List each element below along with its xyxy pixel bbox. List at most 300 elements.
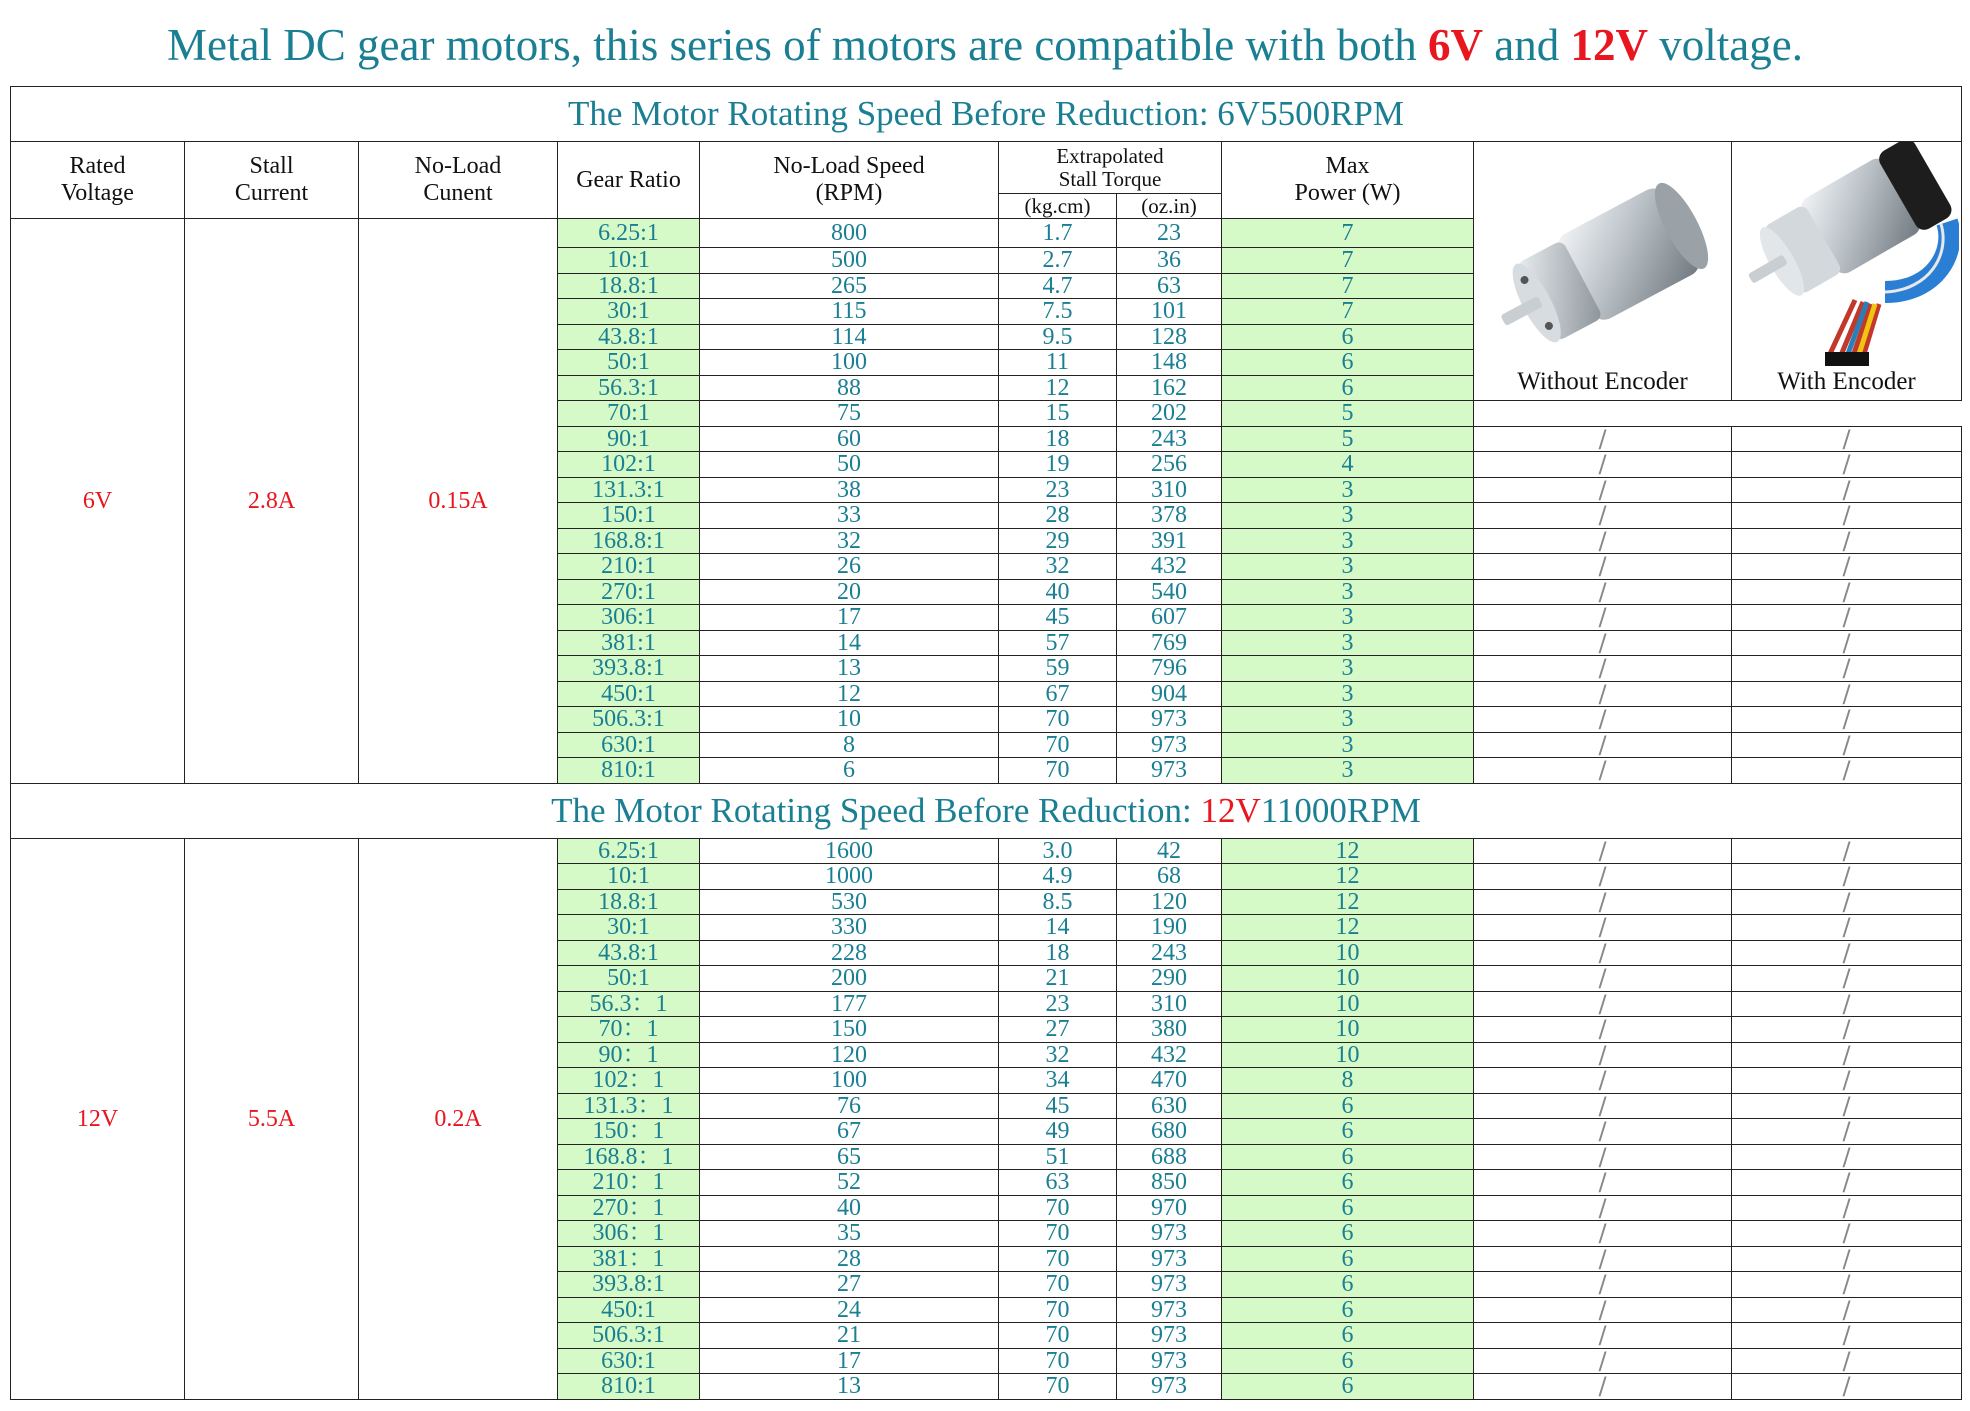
max-power-cell: 7	[1222, 219, 1474, 248]
torque-ozin-cell: 973	[1117, 758, 1222, 784]
gear-ratio-cell: 150：1	[558, 1119, 700, 1145]
no-load-speed-cell: 800	[700, 219, 999, 248]
without-encoder-value: /	[1474, 1246, 1732, 1272]
torque-kgcm-cell: 45	[999, 1093, 1117, 1119]
torque-ozin-cell: 688	[1117, 1144, 1222, 1170]
no-load-speed-cell: 67	[700, 1119, 999, 1145]
gear-ratio-cell: 10:1	[558, 864, 700, 890]
max-power-cell: 7	[1222, 248, 1474, 274]
torque-kgcm-cell: 14	[999, 915, 1117, 941]
torque-kgcm-cell: 49	[999, 1119, 1117, 1145]
max-power-cell: 6	[1222, 1272, 1474, 1298]
max-power-cell: 4	[1222, 452, 1474, 478]
no-load-speed-cell: 1000	[700, 864, 999, 890]
torque-kgcm-cell: 70	[999, 1246, 1117, 1272]
no-load-speed-cell: 21	[700, 1323, 999, 1349]
max-power-cell: 12	[1222, 838, 1474, 864]
with-encoder-label: With Encoder	[1777, 368, 1916, 395]
torque-ozin-cell: 68	[1117, 864, 1222, 890]
gear-ratio-cell: 210：1	[558, 1170, 700, 1196]
section-title-rpm: 5500RPM	[1260, 94, 1405, 133]
torque-kgcm-cell: 70	[999, 758, 1117, 784]
no-load-speed-cell: 150	[700, 1017, 999, 1043]
gear-ratio-cell: 168.8:1	[558, 528, 700, 554]
torque-kgcm-cell: 70	[999, 1221, 1117, 1247]
header-gear-ratio: Gear Ratio	[558, 142, 700, 219]
motor-without-encoder-image	[1485, 172, 1721, 368]
section-title-text: The Motor Rotating Speed Before Reduction:	[567, 94, 1218, 133]
max-power-cell: 3	[1222, 630, 1474, 656]
torque-kgcm-cell: 21	[999, 966, 1117, 992]
without-encoder-value: /	[1474, 758, 1732, 784]
no-load-speed-cell: 10	[700, 707, 999, 733]
with-encoder-value: /	[1732, 889, 1962, 915]
with-encoder-value: /	[1732, 579, 1962, 605]
torque-kgcm-cell: 15	[999, 401, 1117, 427]
no-load-speed-cell: 52	[700, 1170, 999, 1196]
max-power-cell: 6	[1222, 1374, 1474, 1400]
gear-ratio-cell: 70：1	[558, 1017, 700, 1043]
max-power-cell: 6	[1222, 1221, 1474, 1247]
with-encoder-cell	[1732, 142, 1962, 401]
torque-kgcm-cell: 70	[999, 707, 1117, 733]
without-encoder-value: /	[1474, 579, 1732, 605]
gear-ratio-cell: 506.3:1	[558, 707, 700, 733]
gear-ratio-cell: 90：1	[558, 1042, 700, 1068]
no-load-speed-cell: 330	[700, 915, 999, 941]
max-power-cell: 3	[1222, 605, 1474, 631]
max-power-cell: 12	[1222, 864, 1474, 890]
without-encoder-value: /	[1474, 991, 1732, 1017]
torque-kgcm-cell: 8.5	[999, 889, 1117, 915]
torque-ozin-cell: 796	[1117, 656, 1222, 682]
without-encoder-value: /	[1474, 656, 1732, 682]
torque-ozin-cell: 973	[1117, 1323, 1222, 1349]
torque-kgcm-cell: 70	[999, 1195, 1117, 1221]
header-stall-torque: Extrapolated Stall Torque	[999, 142, 1222, 194]
with-encoder-value: /	[1732, 1093, 1962, 1119]
no-load-speed-cell: 200	[700, 966, 999, 992]
gear-ratio-cell: 90:1	[558, 426, 700, 452]
without-encoder-value: /	[1474, 1119, 1732, 1145]
gear-ratio-cell: 6.25:1	[558, 219, 700, 248]
gear-ratio-cell: 810:1	[558, 1374, 700, 1400]
without-encoder-value: /	[1474, 1068, 1732, 1094]
torque-kgcm-cell: 70	[999, 1297, 1117, 1323]
torque-ozin-cell: 378	[1117, 503, 1222, 529]
torque-ozin-cell: 63	[1117, 273, 1222, 299]
torque-ozin-cell: 380	[1117, 1017, 1222, 1043]
torque-ozin-cell: 973	[1117, 1221, 1222, 1247]
no-load-speed-cell: 20	[700, 579, 999, 605]
gear-ratio-cell: 630:1	[558, 1348, 700, 1374]
torque-kgcm-cell: 18	[999, 426, 1117, 452]
gear-ratio-cell: 131.3:1	[558, 477, 700, 503]
max-power-cell: 10	[1222, 1017, 1474, 1043]
torque-kgcm-cell: 23	[999, 991, 1117, 1017]
header-stall-current: Stall Current	[185, 142, 359, 219]
torque-ozin-cell: 470	[1117, 1068, 1222, 1094]
without-encoder-value: /	[1474, 681, 1732, 707]
with-encoder-value: /	[1732, 732, 1962, 758]
with-encoder-value: /	[1732, 707, 1962, 733]
with-encoder-value: /	[1732, 1042, 1962, 1068]
torque-kgcm-cell: 11	[999, 350, 1117, 376]
no-load-speed-cell: 120	[700, 1042, 999, 1068]
torque-ozin-cell: 432	[1117, 554, 1222, 580]
without-encoder-value: /	[1474, 1093, 1732, 1119]
max-power-cell: 3	[1222, 707, 1474, 733]
without-encoder-label: Without Encoder	[1517, 368, 1688, 395]
no-load-speed-cell: 13	[700, 656, 999, 682]
torque-kgcm-cell: 63	[999, 1170, 1117, 1196]
no-load-speed-cell: 88	[700, 375, 999, 401]
header-rated-voltage: Rated Voltage	[11, 142, 185, 219]
with-encoder-value: /	[1732, 1272, 1962, 1298]
max-power-cell: 6	[1222, 1195, 1474, 1221]
section-title-row	[11, 87, 1962, 142]
without-encoder-value: /	[1474, 426, 1732, 452]
torque-ozin-cell: 23	[1117, 219, 1222, 248]
torque-ozin-cell: 290	[1117, 966, 1222, 992]
max-power-cell: 3	[1222, 579, 1474, 605]
torque-ozin-cell: 202	[1117, 401, 1222, 427]
no-load-speed-cell: 35	[700, 1221, 999, 1247]
no-load-speed-cell: 60	[700, 426, 999, 452]
torque-ozin-cell: 101	[1117, 299, 1222, 325]
torque-ozin-cell: 310	[1117, 477, 1222, 503]
torque-ozin-cell: 310	[1117, 991, 1222, 1017]
section-title	[11, 783, 1962, 838]
max-power-cell: 6	[1222, 1093, 1474, 1119]
section-title-row	[11, 783, 1962, 838]
torque-kgcm-cell: 18	[999, 940, 1117, 966]
without-encoder-value: /	[1474, 838, 1732, 864]
gear-ratio-cell: 210:1	[558, 554, 700, 580]
gear-ratio-cell: 810:1	[558, 758, 700, 784]
with-encoder-value: /	[1732, 864, 1962, 890]
max-power-cell: 10	[1222, 940, 1474, 966]
max-power-cell: 8	[1222, 1068, 1474, 1094]
torque-ozin-cell: 973	[1117, 1297, 1222, 1323]
no-load-current-value: 0.15A	[359, 219, 558, 784]
with-encoder-value: /	[1732, 1144, 1962, 1170]
without-encoder-value: /	[1474, 1144, 1732, 1170]
gear-ratio-cell: 56.3:1	[558, 375, 700, 401]
max-power-cell: 3	[1222, 758, 1474, 784]
gear-ratio-cell: 70:1	[558, 401, 700, 427]
gear-ratio-cell: 168.8：1	[558, 1144, 700, 1170]
with-encoder-value: /	[1732, 681, 1962, 707]
max-power-cell: 6	[1222, 324, 1474, 350]
max-power-cell: 7	[1222, 299, 1474, 325]
torque-kgcm-cell: 7.5	[999, 299, 1117, 325]
no-load-speed-cell: 530	[700, 889, 999, 915]
gear-ratio-cell: 18.8:1	[558, 889, 700, 915]
torque-ozin-cell: 769	[1117, 630, 1222, 656]
without-encoder-value: /	[1474, 732, 1732, 758]
no-load-speed-cell: 500	[700, 248, 999, 274]
with-encoder-value: /	[1732, 605, 1962, 631]
gear-ratio-cell: 43.8:1	[558, 940, 700, 966]
with-encoder-value: /	[1732, 1170, 1962, 1196]
without-encoder-value: /	[1474, 630, 1732, 656]
max-power-cell: 5	[1222, 401, 1474, 427]
without-encoder-value: /	[1474, 915, 1732, 941]
with-encoder-value: /	[1732, 630, 1962, 656]
gear-ratio-cell: 306：1	[558, 1221, 700, 1247]
no-load-speed-cell: 50	[700, 452, 999, 478]
header-no-load-speed: No-Load Speed (RPM)	[700, 142, 999, 219]
max-power-cell: 3	[1222, 503, 1474, 529]
without-encoder-value: /	[1474, 554, 1732, 580]
torque-kgcm-cell: 29	[999, 528, 1117, 554]
without-encoder-value: /	[1474, 707, 1732, 733]
without-encoder-value: /	[1474, 1348, 1732, 1374]
torque-kgcm-cell: 59	[999, 656, 1117, 682]
no-load-speed-cell: 228	[700, 940, 999, 966]
no-load-speed-cell: 115	[700, 299, 999, 325]
no-load-speed-cell: 32	[700, 528, 999, 554]
no-load-speed-cell: 40	[700, 1195, 999, 1221]
without-encoder-value: /	[1474, 1017, 1732, 1043]
torque-ozin-cell: 128	[1117, 324, 1222, 350]
torque-kgcm-cell: 34	[999, 1068, 1117, 1094]
torque-kgcm-cell: 2.7	[999, 248, 1117, 274]
no-load-speed-cell: 28	[700, 1246, 999, 1272]
gear-ratio-cell: 150:1	[558, 503, 700, 529]
section-title-voltage: 6V	[1217, 94, 1261, 133]
motor-spec-table	[10, 86, 1962, 1400]
without-encoder-value: /	[1474, 1297, 1732, 1323]
max-power-cell: 3	[1222, 656, 1474, 682]
max-power-cell: 6	[1222, 375, 1474, 401]
with-encoder-value: /	[1732, 656, 1962, 682]
without-encoder-value: /	[1474, 1221, 1732, 1247]
with-encoder-value: /	[1732, 528, 1962, 554]
no-load-speed-cell: 38	[700, 477, 999, 503]
torque-kgcm-cell: 27	[999, 1017, 1117, 1043]
torque-ozin-cell: 162	[1117, 375, 1222, 401]
header-ozin: (oz.in)	[1117, 194, 1222, 219]
no-load-speed-cell: 100	[700, 350, 999, 376]
with-encoder-value: /	[1732, 477, 1962, 503]
gear-ratio-cell: 50:1	[558, 966, 700, 992]
torque-ozin-cell: 120	[1117, 889, 1222, 915]
max-power-cell: 6	[1222, 1246, 1474, 1272]
gear-ratio-cell: 393.8:1	[558, 656, 700, 682]
torque-kgcm-cell: 32	[999, 554, 1117, 580]
gear-ratio-cell: 381:1	[558, 630, 700, 656]
torque-kgcm-cell: 70	[999, 732, 1117, 758]
no-load-speed-cell: 24	[700, 1297, 999, 1323]
with-encoder-value: /	[1732, 452, 1962, 478]
torque-kgcm-cell: 1.7	[999, 219, 1117, 248]
headline-voltage-6v: 6V	[1428, 20, 1484, 70]
headline-text: Metal DC gear motors, this series of motors are compatible with both	[167, 20, 1429, 70]
gear-ratio-cell: 270:1	[558, 579, 700, 605]
stall-current-value: 5.5A	[185, 838, 359, 1399]
no-load-speed-cell: 27	[700, 1272, 999, 1298]
no-load-speed-cell: 17	[700, 605, 999, 631]
torque-kgcm-cell: 23	[999, 477, 1117, 503]
torque-kgcm-cell: 19	[999, 452, 1117, 478]
headline-and: and	[1483, 20, 1571, 70]
header-row	[11, 142, 1962, 194]
torque-ozin-cell: 973	[1117, 707, 1222, 733]
torque-ozin-cell: 970	[1117, 1195, 1222, 1221]
max-power-cell: 10	[1222, 1042, 1474, 1068]
gear-ratio-cell: 102:1	[558, 452, 700, 478]
without-encoder-value: /	[1474, 864, 1732, 890]
torque-ozin-cell: 42	[1117, 838, 1222, 864]
without-encoder-value: /	[1474, 528, 1732, 554]
torque-kgcm-cell: 57	[999, 630, 1117, 656]
torque-ozin-cell: 680	[1117, 1119, 1222, 1145]
with-encoder-value: /	[1732, 758, 1962, 784]
with-encoder-value: /	[1732, 426, 1962, 452]
torque-ozin-cell: 256	[1117, 452, 1222, 478]
torque-kgcm-cell: 12	[999, 375, 1117, 401]
max-power-cell: 3	[1222, 554, 1474, 580]
torque-ozin-cell: 190	[1117, 915, 1222, 941]
no-load-speed-cell: 12	[700, 681, 999, 707]
torque-kgcm-cell: 32	[999, 1042, 1117, 1068]
without-encoder-value: /	[1474, 889, 1732, 915]
with-encoder-value: /	[1732, 1195, 1962, 1221]
with-encoder-value: /	[1732, 991, 1962, 1017]
gear-ratio-cell: 381：1	[558, 1246, 700, 1272]
gear-ratio-cell: 506.3:1	[558, 1323, 700, 1349]
torque-kgcm-cell: 70	[999, 1323, 1117, 1349]
torque-ozin-cell: 973	[1117, 1374, 1222, 1400]
gear-ratio-cell: 131.3：1	[558, 1093, 700, 1119]
with-encoder-value: /	[1732, 1374, 1962, 1400]
torque-ozin-cell: 36	[1117, 248, 1222, 274]
torque-kgcm-cell: 51	[999, 1144, 1117, 1170]
gear-ratio-cell: 450:1	[558, 1297, 700, 1323]
header-no-load-current: No-Load Cunent	[359, 142, 558, 219]
stall-current-value: 2.8A	[185, 219, 359, 784]
torque-kgcm-cell: 4.9	[999, 864, 1117, 890]
with-encoder-value: /	[1732, 1119, 1962, 1145]
table-row	[11, 838, 1962, 864]
with-encoder-value: /	[1732, 915, 1962, 941]
with-encoder-value: /	[1732, 838, 1962, 864]
with-encoder-value: /	[1732, 1068, 1962, 1094]
rated-voltage-value: 12V	[11, 838, 185, 1399]
with-encoder-value: /	[1732, 1246, 1962, 1272]
no-load-speed-cell: 6	[700, 758, 999, 784]
torque-ozin-cell: 973	[1117, 1246, 1222, 1272]
without-encoder-cell	[1474, 142, 1732, 401]
no-load-speed-cell: 114	[700, 324, 999, 350]
without-encoder-value: /	[1474, 940, 1732, 966]
torque-ozin-cell: 973	[1117, 1272, 1222, 1298]
max-power-cell: 10	[1222, 966, 1474, 992]
with-encoder-value: /	[1732, 1348, 1962, 1374]
without-encoder-value: /	[1474, 1195, 1732, 1221]
without-encoder-value: /	[1474, 477, 1732, 503]
gear-ratio-cell: 10:1	[558, 248, 700, 274]
torque-kgcm-cell: 9.5	[999, 324, 1117, 350]
with-encoder-value: /	[1732, 966, 1962, 992]
torque-ozin-cell: 973	[1117, 732, 1222, 758]
max-power-cell: 7	[1222, 273, 1474, 299]
no-load-speed-cell: 1600	[700, 838, 999, 864]
gear-ratio-cell: 6.25:1	[558, 838, 700, 864]
headline-suffix: voltage.	[1648, 20, 1803, 70]
no-load-speed-cell: 265	[700, 273, 999, 299]
gear-ratio-cell: 18.8:1	[558, 273, 700, 299]
torque-kgcm-cell: 3.0	[999, 838, 1117, 864]
max-power-cell: 6	[1222, 1348, 1474, 1374]
torque-ozin-cell: 243	[1117, 426, 1222, 452]
torque-kgcm-cell: 28	[999, 503, 1117, 529]
no-load-speed-cell: 100	[700, 1068, 999, 1094]
gear-ratio-cell: 50:1	[558, 350, 700, 376]
with-encoder-value: /	[1732, 1221, 1962, 1247]
max-power-cell: 6	[1222, 350, 1474, 376]
torque-ozin-cell: 630	[1117, 1093, 1222, 1119]
torque-ozin-cell: 148	[1117, 350, 1222, 376]
header-max-power: Max Power (W)	[1222, 142, 1474, 219]
without-encoder-value: /	[1474, 966, 1732, 992]
header-kgcm: (kg.cm)	[999, 194, 1117, 219]
motor-with-encoder-image	[1735, 142, 1959, 368]
max-power-cell: 10	[1222, 991, 1474, 1017]
without-encoder-value: /	[1474, 452, 1732, 478]
with-encoder-value: /	[1732, 554, 1962, 580]
no-load-speed-cell: 76	[700, 1093, 999, 1119]
torque-ozin-cell: 391	[1117, 528, 1222, 554]
page-headline	[0, 14, 1970, 76]
without-encoder-value: /	[1474, 1323, 1732, 1349]
no-load-speed-cell: 33	[700, 503, 999, 529]
torque-ozin-cell: 904	[1117, 681, 1222, 707]
gear-ratio-cell: 393.8:1	[558, 1272, 700, 1298]
gear-ratio-cell: 630:1	[558, 732, 700, 758]
torque-kgcm-cell: 45	[999, 605, 1117, 631]
gear-ratio-cell: 306:1	[558, 605, 700, 631]
gear-ratio-cell: 30:1	[558, 299, 700, 325]
max-power-cell: 12	[1222, 915, 1474, 941]
max-power-cell: 3	[1222, 681, 1474, 707]
section-title	[11, 87, 1962, 142]
torque-kgcm-cell: 70	[999, 1374, 1117, 1400]
with-encoder-value: /	[1732, 503, 1962, 529]
torque-kgcm-cell: 70	[999, 1348, 1117, 1374]
max-power-cell: 6	[1222, 1119, 1474, 1145]
max-power-cell: 3	[1222, 477, 1474, 503]
no-load-speed-cell: 65	[700, 1144, 999, 1170]
gear-ratio-cell: 56.3：1	[558, 991, 700, 1017]
section-title-text: The Motor Rotating Speed Before Reduction:	[551, 790, 1201, 830]
max-power-cell: 6	[1222, 1170, 1474, 1196]
rated-voltage-value: 6V	[11, 219, 185, 784]
with-encoder-value: /	[1732, 1017, 1962, 1043]
headline-voltage-12v: 12V	[1570, 20, 1649, 70]
no-load-speed-cell: 75	[700, 401, 999, 427]
no-load-speed-cell: 14	[700, 630, 999, 656]
no-load-speed-cell: 177	[700, 991, 999, 1017]
torque-ozin-cell: 973	[1117, 1348, 1222, 1374]
torque-ozin-cell: 243	[1117, 940, 1222, 966]
max-power-cell: 12	[1222, 889, 1474, 915]
without-encoder-value: /	[1474, 1272, 1732, 1298]
torque-kgcm-cell: 70	[999, 1272, 1117, 1298]
no-load-speed-cell: 8	[700, 732, 999, 758]
